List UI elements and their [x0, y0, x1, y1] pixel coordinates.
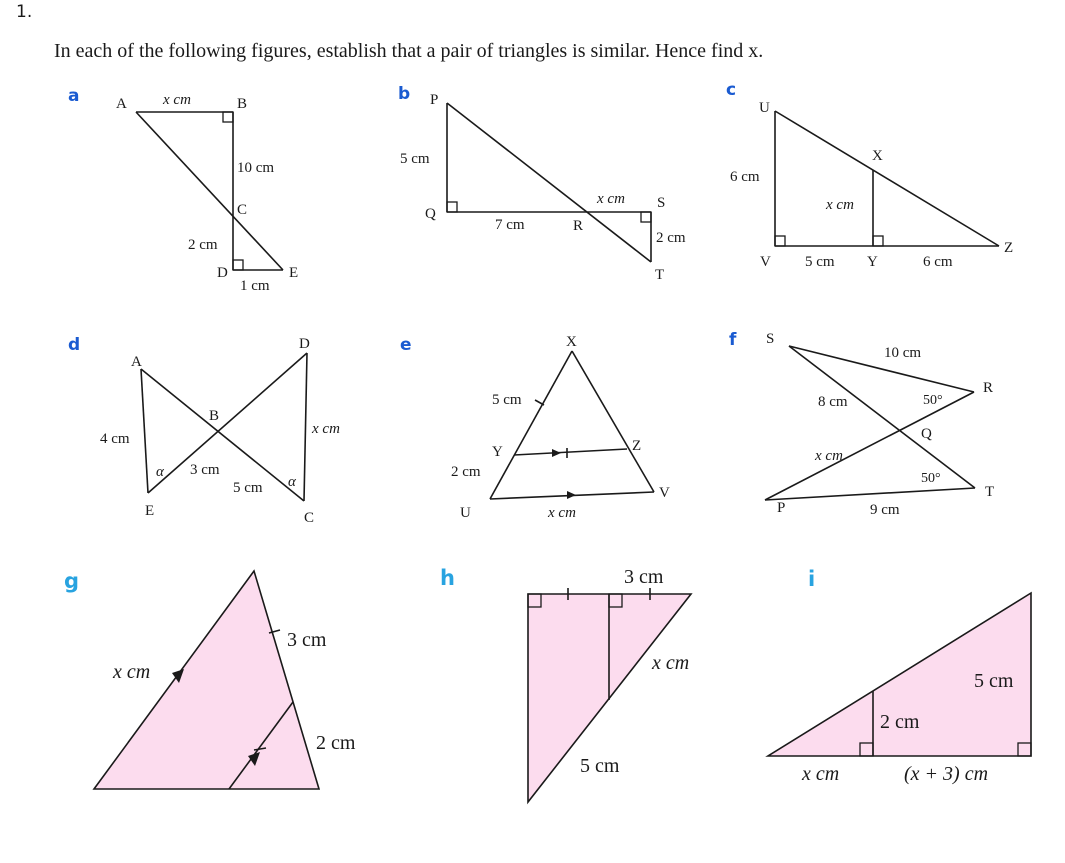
angle-r: 50°	[923, 393, 943, 408]
figure-c-letter: c	[726, 80, 737, 100]
right-angle-b	[223, 112, 233, 122]
length-base-left: x cm	[802, 763, 840, 785]
length-st: 2 cm	[656, 230, 686, 246]
segment-pt	[447, 103, 651, 262]
length-diag-upper: x cm	[652, 652, 690, 674]
label-u: U	[759, 100, 770, 116]
right-angle-y	[873, 236, 883, 246]
figure-e	[400, 334, 670, 521]
length-lower: 2 cm	[316, 732, 356, 754]
figure-f	[729, 330, 994, 518]
figure-i-letter: i	[808, 567, 816, 591]
figure-f-letter: f	[729, 330, 737, 350]
figure-h-letter: h	[440, 566, 455, 590]
length-yz: 6 cm	[923, 254, 953, 270]
label-p: P	[777, 500, 786, 516]
length-ab: x cm	[163, 92, 191, 108]
length-sq: 8 cm	[818, 394, 848, 410]
label-x: X	[872, 148, 883, 164]
figure-a-letter: a	[68, 86, 80, 106]
label-x: X	[566, 334, 577, 350]
angle-alpha-c: α	[288, 474, 296, 490]
right-angle-q	[447, 202, 457, 212]
length-large: 5 cm	[974, 670, 1014, 692]
length-upper: 3 cm	[287, 629, 327, 651]
angle-t: 50°	[921, 471, 941, 486]
length-uv: x cm	[548, 505, 576, 521]
instruction-text: In each of the following figures, establish that a pair of triangles is similar. Hence find x.	[54, 40, 764, 62]
label-c: C	[304, 510, 315, 526]
right-angle-v	[775, 236, 785, 246]
label-t: T	[985, 484, 995, 500]
label-p: P	[430, 92, 439, 108]
length-cd: 2 cm	[188, 237, 218, 253]
figure-h	[440, 566, 691, 802]
figure-b	[398, 84, 686, 283]
length-bc: 5 cm	[233, 480, 263, 496]
figure-e-letter: e	[400, 335, 412, 355]
length-pt: 9 cm	[870, 502, 900, 518]
right-angle-d	[233, 260, 243, 270]
label-q: Q	[425, 206, 436, 222]
label-d: D	[217, 265, 228, 281]
length-vy: 5 cm	[805, 254, 835, 270]
label-a: A	[131, 354, 142, 370]
label-r: R	[573, 218, 584, 234]
label-u: U	[460, 505, 471, 521]
figure-b-letter: b	[398, 84, 411, 104]
figure-i	[768, 567, 1031, 785]
segment-ac	[141, 369, 304, 501]
label-b: B	[209, 408, 220, 424]
length-yu: 2 cm	[451, 464, 481, 480]
length-sr: 10 cm	[884, 345, 922, 361]
segment-sr	[789, 346, 974, 392]
segment-dc	[304, 353, 307, 501]
length-ae: 4 cm	[100, 431, 130, 447]
segment-yz	[514, 449, 627, 455]
label-c: C	[237, 202, 248, 218]
angle-alpha-e: α	[156, 464, 164, 480]
segment-xv	[572, 351, 654, 492]
label-r: R	[983, 380, 994, 396]
question-number: 1.	[16, 2, 33, 22]
label-v: V	[659, 485, 670, 501]
figure-d	[68, 335, 340, 526]
label-q: Q	[921, 426, 932, 442]
label-s: S	[766, 331, 775, 347]
label-y: Y	[867, 254, 878, 270]
label-y: Y	[492, 444, 503, 460]
length-pq: 5 cm	[400, 151, 430, 167]
segment-uz	[775, 111, 999, 246]
segment-pt	[765, 488, 975, 500]
length-pq: x cm	[815, 448, 843, 464]
label-e: E	[289, 265, 299, 281]
length-base-right: (x + 3) cm	[904, 763, 989, 785]
length-bc: 10 cm	[237, 160, 275, 176]
label-v: V	[760, 254, 771, 270]
length-top: 3 cm	[624, 566, 664, 588]
length-eb: 3 cm	[190, 462, 220, 478]
length-dc: x cm	[312, 421, 340, 437]
length-xy: x cm	[826, 197, 854, 213]
figure-a	[68, 86, 298, 294]
length-left: x cm	[113, 661, 151, 683]
length-qr: 7 cm	[495, 217, 525, 233]
label-a: A	[116, 96, 127, 112]
length-rs: x cm	[597, 191, 625, 207]
right-angle-s	[641, 212, 651, 222]
segment-st	[789, 346, 975, 488]
parallel-arrow-yz	[552, 449, 561, 457]
label-z: Z	[1004, 240, 1014, 256]
figure-g-letter: g	[64, 569, 80, 593]
label-e: E	[145, 503, 155, 519]
segment-xu	[490, 351, 572, 499]
parallel-arrow-uv	[567, 491, 576, 499]
length-uv: 6 cm	[730, 169, 760, 185]
figure-g	[64, 569, 356, 789]
length-xy: 5 cm	[492, 392, 522, 408]
segment-ae	[141, 369, 148, 493]
length-de: 1 cm	[240, 278, 270, 294]
label-t: T	[655, 267, 665, 283]
figure-d-letter: d	[68, 335, 81, 355]
label-z: Z	[632, 438, 642, 454]
length-small: 2 cm	[880, 711, 920, 733]
segment-ed	[148, 353, 307, 493]
label-s: S	[657, 195, 666, 211]
label-d: D	[299, 336, 310, 352]
label-b: B	[237, 96, 248, 112]
length-diag-lower: 5 cm	[580, 755, 620, 777]
figure-c	[726, 80, 1013, 270]
